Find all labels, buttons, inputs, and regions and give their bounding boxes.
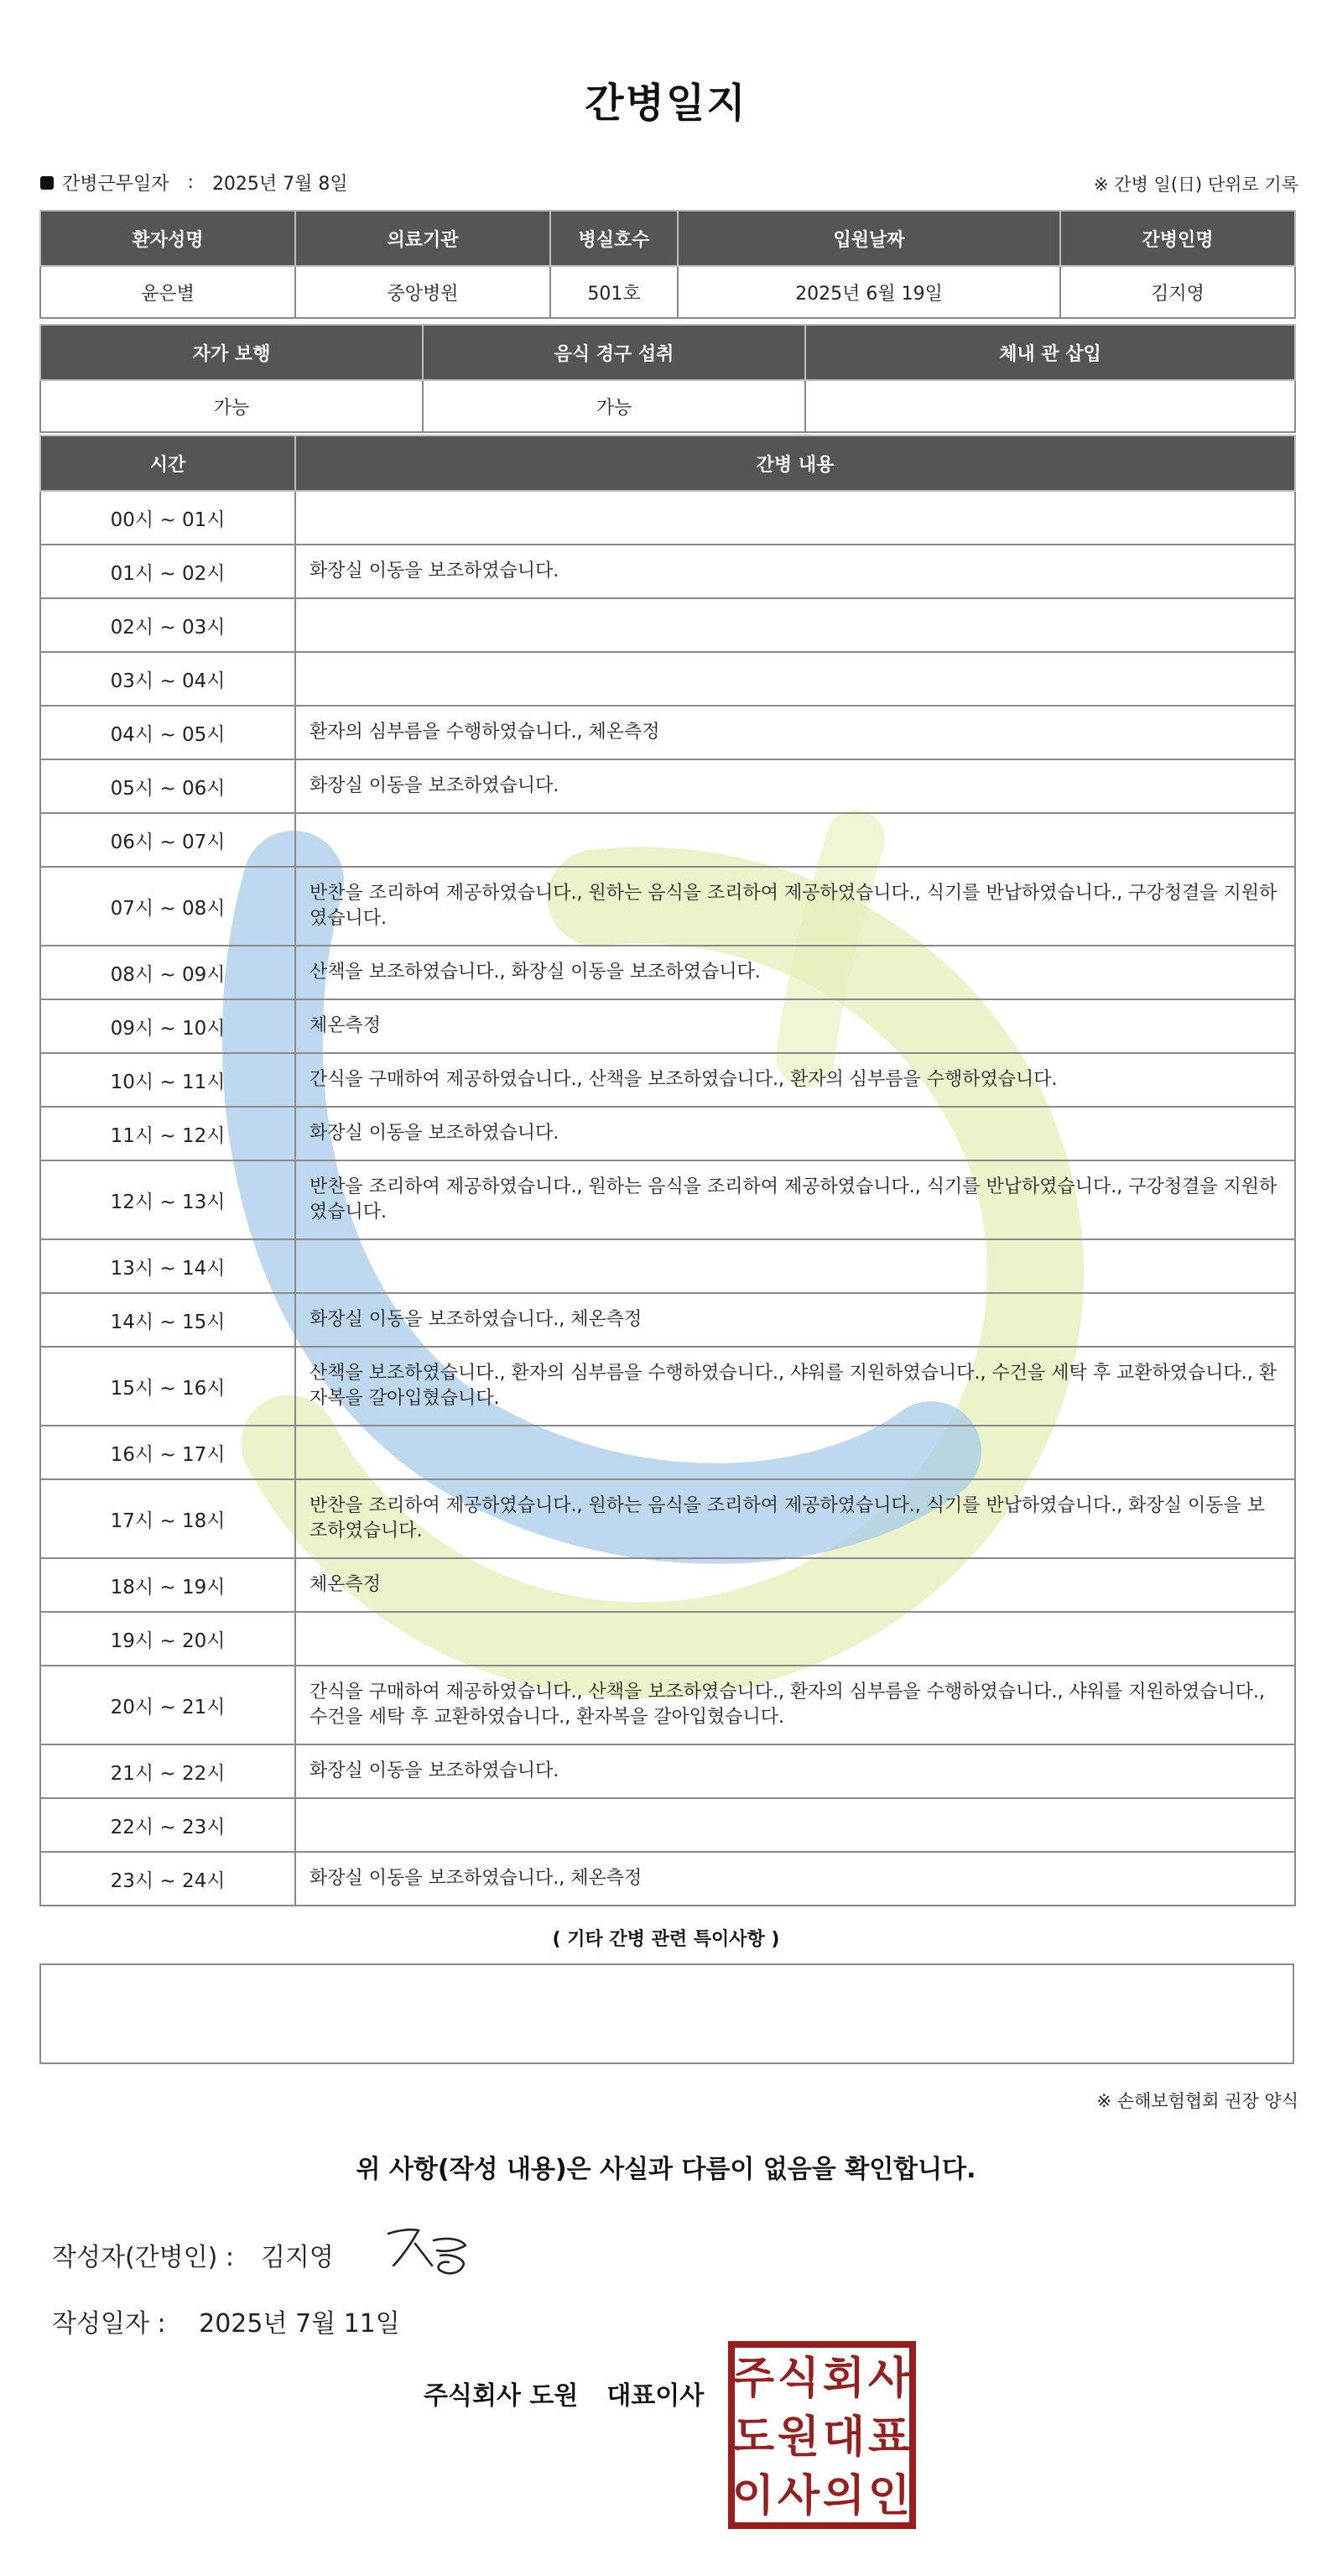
table-row	[40, 1053, 1295, 1107]
table-row	[40, 1852, 1295, 1906]
notes-box	[39, 1963, 1294, 2064]
work-date-colon: :	[187, 172, 194, 193]
header-admission-date: 입원날짜	[678, 211, 1060, 266]
seal-glyph: 대	[822, 2412, 866, 2463]
table-row	[40, 1798, 1295, 1852]
care-content-cell: 화장실 이동을 보조하였습니다.	[295, 759, 1295, 813]
table-row	[40, 1293, 1295, 1347]
patient-name-value: 윤은별	[40, 266, 295, 318]
time-cell: 02시 ~ 03시	[40, 598, 295, 652]
care-log-table	[39, 435, 1296, 1906]
room-value: 501호	[550, 266, 678, 318]
care-content-cell: 반찬을 조리하여 제공하였습니다., 원하는 음식을 조리하여 제공하였습니다., 식기를 반납하였습니다., 구강청결을 지원하였습니다.	[295, 1160, 1295, 1239]
time-cell: 18시 ~ 19시	[40, 1558, 295, 1612]
table-row	[40, 598, 1295, 652]
header-tube-insertion: 체내 관 삽입	[805, 325, 1295, 380]
time-cell: 11시 ~ 12시	[40, 1107, 295, 1160]
time-cell: 10시 ~ 11시	[40, 1053, 295, 1107]
work-date-value: 2025년 7월 8일	[211, 174, 348, 195]
care-content-cell	[295, 598, 1295, 652]
caregiver-name-value: 김지영	[1060, 266, 1295, 318]
table-row	[40, 1239, 1295, 1293]
time-cell: 04시 ~ 05시	[40, 706, 295, 759]
table-row	[40, 706, 1295, 759]
care-content-cell: 간식을 구매하여 제공하였습니다., 산책을 보조하였습니다., 환자의 심부름을 수행하였습니다., 샤워를 지원하였습니다., 수건을 세탁 후 교환하였습니다., 환자복을 갈아입혔습니다.	[295, 1666, 1295, 1744]
patient-status-header-row	[40, 325, 1295, 380]
time-cell: 16시 ~ 17시	[40, 1426, 295, 1479]
header-patient-name: 환자성명	[40, 211, 295, 266]
writer-label: 작성자(간병인) :	[52, 2243, 234, 2272]
care-content-cell: 산책을 보조하였습니다., 화장실 이동을 보조하였습니다.	[295, 946, 1295, 999]
seal-glyph: 주	[731, 2354, 775, 2404]
care-content-cell: 체온측정	[295, 999, 1295, 1053]
care-content-cell: 반찬을 조리하여 제공하였습니다., 원하는 음식을 조리하여 제공하였습니다., 식기를 반납하였습니다., 화장실 이동을 보조하였습니다.	[295, 1479, 1295, 1558]
care-content-cell	[295, 1798, 1295, 1852]
time-cell: 01시 ~ 02시	[40, 545, 295, 598]
care-content-cell: 화장실 이동을 보조하였습니다., 체온측정	[295, 1852, 1295, 1906]
care-content-cell	[295, 1612, 1295, 1666]
table-row	[40, 1347, 1295, 1426]
time-cell: 19시 ~ 20시	[40, 1612, 295, 1666]
header-oral-intake: 음식 경구 섭취	[423, 325, 805, 380]
seal-glyph: 의	[822, 2471, 866, 2521]
time-cell: 23시 ~ 24시	[40, 1852, 295, 1906]
table-row	[40, 1160, 1295, 1239]
time-cell: 07시 ~ 08시	[40, 867, 295, 946]
care-content-cell: 환자의 심부름을 수행하였습니다., 체온측정	[295, 706, 1295, 759]
patient-info-table	[39, 210, 1296, 319]
table-row	[40, 652, 1295, 706]
care-content-cell	[295, 652, 1295, 706]
admission-date-value: 2025년 6월 19일	[678, 266, 1060, 318]
table-row	[40, 491, 1295, 545]
writer-line	[52, 2236, 334, 2273]
time-cell: 05시 ~ 06시	[40, 759, 295, 813]
time-cell: 14시 ~ 15시	[40, 1293, 295, 1347]
tube-insertion-value	[805, 380, 1295, 432]
table-row	[40, 946, 1295, 999]
care-content-cell: 체온측정	[295, 1558, 1295, 1612]
signature-icon	[382, 2215, 482, 2282]
header-time: 시간	[40, 435, 295, 491]
care-content-cell: 화장실 이동을 보조하였습니다.	[295, 1744, 1295, 1798]
company-signature-line	[424, 2375, 704, 2412]
seal-glyph: 도	[731, 2412, 775, 2463]
table-row	[40, 1744, 1295, 1798]
table-row	[40, 999, 1295, 1053]
seal-glyph: 표	[867, 2412, 911, 2463]
header-self-walking: 자가 보행	[40, 325, 423, 380]
care-log-header-row	[40, 435, 1295, 491]
company-title: 대표이사	[606, 2381, 705, 2411]
time-cell: 22시 ~ 23시	[40, 1798, 295, 1852]
time-cell: 09시 ~ 10시	[40, 999, 295, 1053]
table-row	[40, 545, 1295, 598]
written-date-value: 2025년 7월 11일	[199, 2309, 400, 2339]
care-content-cell	[295, 813, 1295, 867]
care-log-body	[40, 491, 1295, 1906]
confirmation-statement: 위 사항(작성 내용)은 사실과 다름이 없음을 확인합니다.	[356, 2155, 976, 2184]
time-cell: 06시 ~ 07시	[40, 813, 295, 867]
seal-glyph: 원	[777, 2412, 820, 2463]
recommended-form-note: ※ 손해보험협회 권장 양식	[1096, 2091, 1298, 2111]
header-hospital: 의료기관	[295, 211, 550, 266]
company-seal-icon	[728, 2341, 916, 2529]
oral-intake-value: 가능	[423, 380, 805, 432]
writer-name: 김지영	[260, 2243, 334, 2272]
care-content-cell: 산책을 보조하였습니다., 환자의 심부름을 수행하였습니다., 샤워를 지원하였습니다., 수건을 세탁 후 교환하였습니다., 환자복을 갈아입혔습니다.	[295, 1347, 1295, 1426]
time-cell: 20시 ~ 21시	[40, 1666, 295, 1744]
care-content-cell	[295, 491, 1295, 545]
company-name: 주식회사 도원	[424, 2381, 579, 2411]
time-cell: 21시 ~ 22시	[40, 1744, 295, 1798]
care-content-cell: 반찬을 조리하여 제공하였습니다., 원하는 음식을 조리하여 제공하였습니다., 식기를 반납하였습니다., 구강청결을 지원하였습니다.	[295, 867, 1295, 946]
header-caregiver-name: 간병인명	[1060, 211, 1295, 266]
table-row	[40, 1479, 1295, 1558]
page-title: 간병일지	[585, 80, 747, 127]
seal-glyph: 식	[777, 2354, 820, 2404]
patient-status-table	[39, 324, 1296, 433]
bullet-square-icon	[40, 176, 54, 190]
care-content-cell: 간식을 구매하여 제공하였습니다., 산책을 보조하였습니다., 환자의 심부름을 수행하였습니다.	[295, 1053, 1295, 1107]
written-date-label: 작성일자 :	[52, 2309, 166, 2339]
seal-glyph: 인	[867, 2471, 911, 2521]
time-cell: 17시 ~ 18시	[40, 1479, 295, 1558]
time-cell: 13시 ~ 14시	[40, 1239, 295, 1293]
seal-glyph: 이	[731, 2471, 775, 2521]
time-cell: 15시 ~ 16시	[40, 1347, 295, 1426]
time-cell: 08시 ~ 09시	[40, 946, 295, 999]
table-row	[40, 813, 1295, 867]
record-note: ※ 간병 일(日) 단위로 기록	[1094, 175, 1298, 195]
hospital-value: 중앙병원	[295, 266, 550, 318]
table-row	[40, 1558, 1295, 1612]
time-cell: 03시 ~ 04시	[40, 652, 295, 706]
header-room: 병실호수	[550, 211, 678, 266]
header-care-content: 간병 내용	[295, 435, 1295, 491]
care-content-cell: 화장실 이동을 보조하였습니다., 체온측정	[295, 1293, 1295, 1347]
patient-info-value-row	[40, 266, 1295, 318]
seal-glyph: 회	[822, 2354, 866, 2404]
notes-title: ( 기타 간병 관련 특이사항 )	[552, 1929, 780, 1950]
seal-glyph: 사	[867, 2354, 911, 2404]
care-content-cell: 화장실 이동을 보조하였습니다.	[295, 1107, 1295, 1160]
time-cell: 12시 ~ 13시	[40, 1160, 295, 1239]
table-row	[40, 1612, 1295, 1666]
table-row	[40, 867, 1295, 946]
self-walking-value: 가능	[40, 380, 423, 432]
work-date-line	[40, 169, 348, 196]
written-date-line	[52, 2302, 400, 2339]
care-content-cell	[295, 1239, 1295, 1293]
work-date-label: 간병근무일자	[62, 174, 169, 195]
table-row	[40, 1426, 1295, 1479]
patient-info-header-row	[40, 211, 1295, 266]
table-row	[40, 1666, 1295, 1744]
care-content-cell: 화장실 이동을 보조하였습니다.	[295, 545, 1295, 598]
care-content-cell	[295, 1426, 1295, 1479]
seal-glyph: 사	[777, 2471, 820, 2521]
patient-status-value-row	[40, 380, 1295, 432]
table-row	[40, 1107, 1295, 1160]
time-cell: 00시 ~ 01시	[40, 491, 295, 545]
table-row	[40, 759, 1295, 813]
